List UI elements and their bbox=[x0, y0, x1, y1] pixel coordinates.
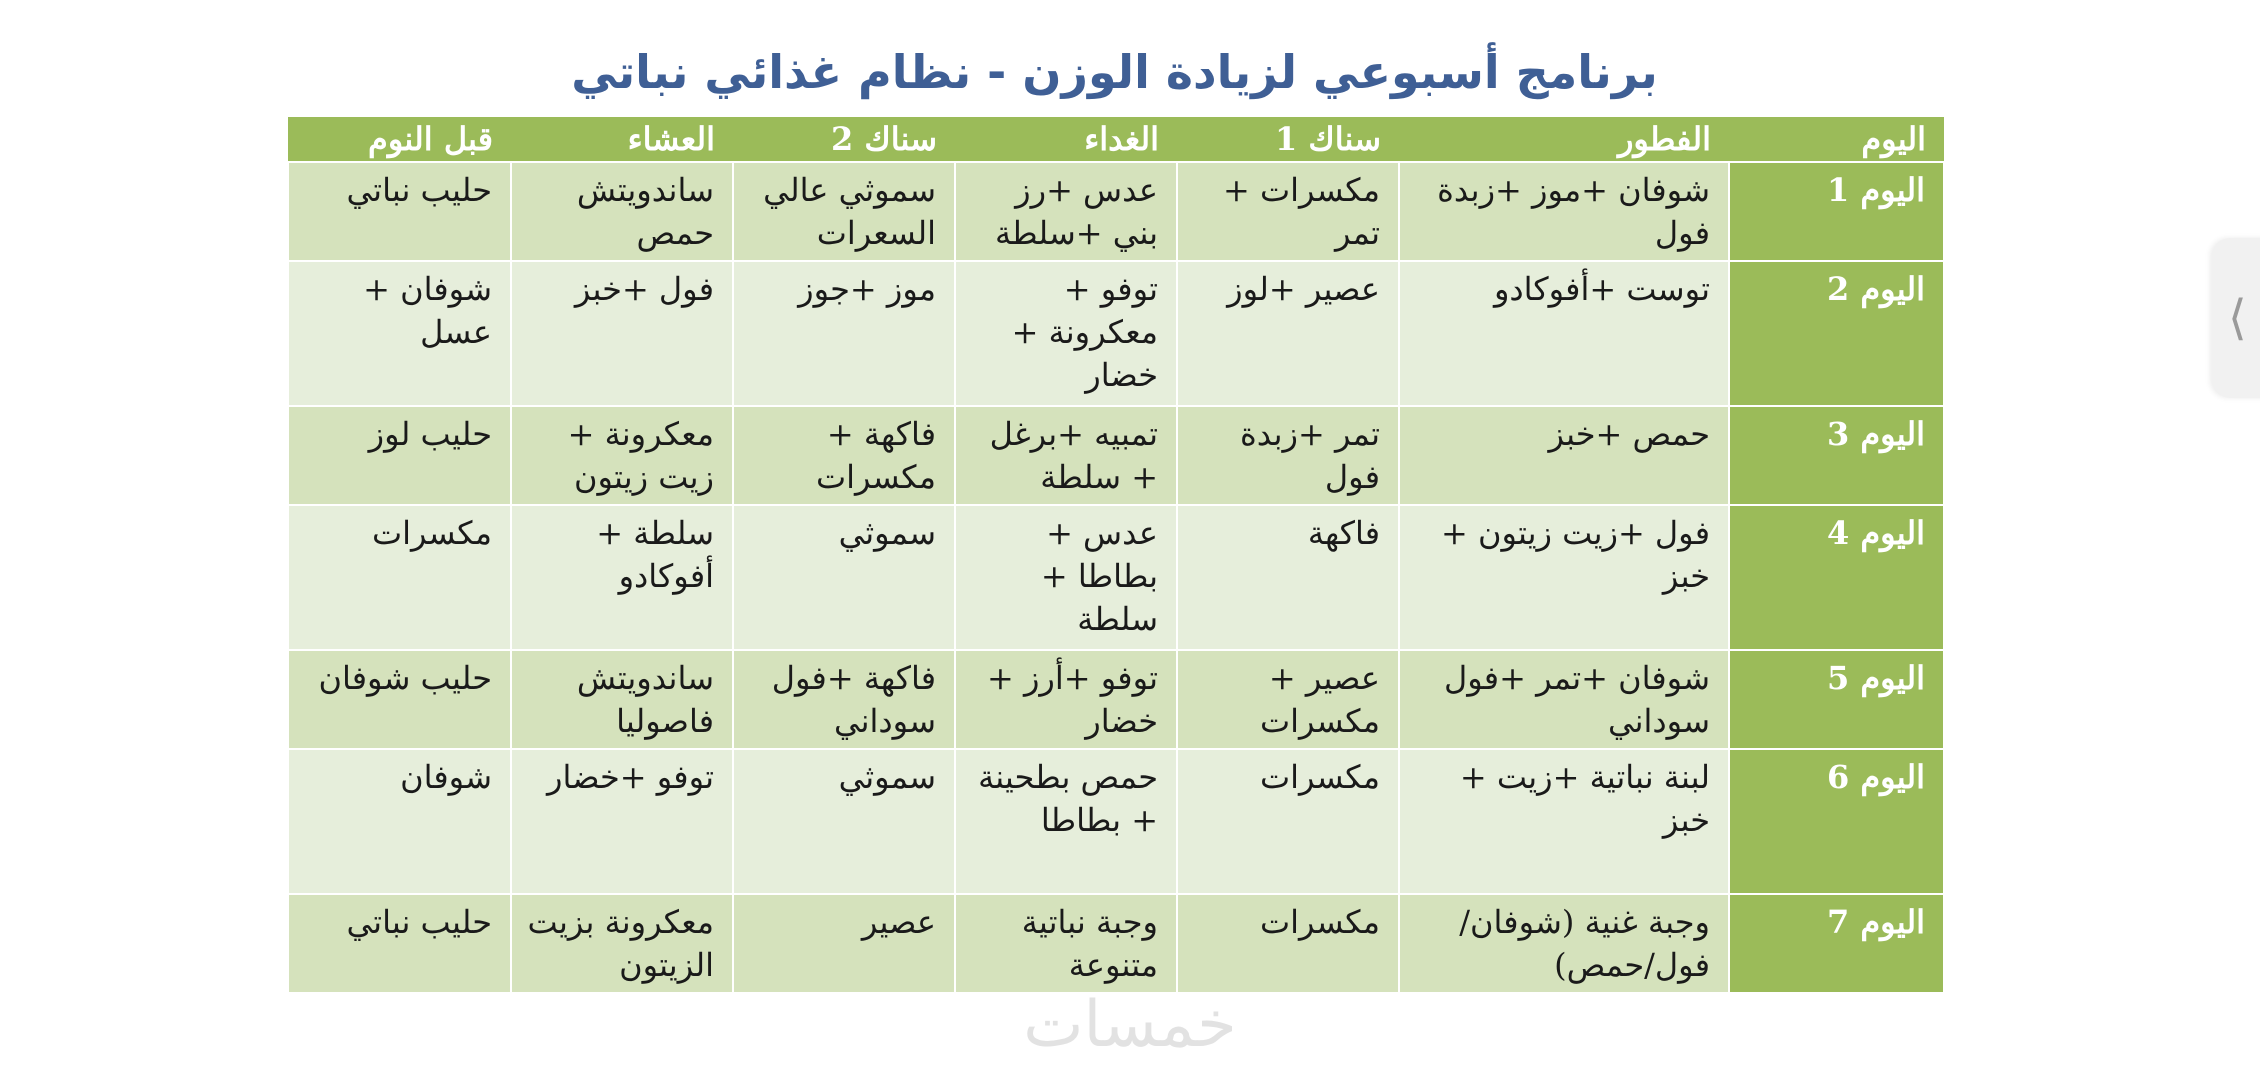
snack2-cell: سموثي bbox=[733, 505, 955, 650]
snack1-cell: مكسرات bbox=[1177, 749, 1399, 894]
breakfast-cell: وجبة غنية (شوفان/فول/حمص) bbox=[1399, 894, 1729, 993]
before-sleep-cell: حليب شوفان bbox=[288, 650, 511, 749]
before-sleep-cell: شوفان + عسل bbox=[288, 261, 511, 406]
day-cell: اليوم 7 bbox=[1729, 894, 1944, 993]
snack2-cell: سموثي عالي السعرات bbox=[733, 162, 955, 261]
before-sleep-cell: حليب نباتي bbox=[288, 162, 511, 261]
day-cell: اليوم 1 bbox=[1729, 162, 1944, 261]
lunch-cell: عدس + بطاطا + سلطة bbox=[955, 505, 1177, 650]
dinner-cell: سلطة + أفوكادو bbox=[511, 505, 733, 650]
snack2-cell: سموثي bbox=[733, 749, 955, 894]
snack2-cell: فاكهة +فول سوداني bbox=[733, 650, 955, 749]
before-sleep-cell: مكسرات bbox=[288, 505, 511, 650]
snack1-cell: عصير +لوز bbox=[1177, 261, 1399, 406]
meal-plan-table bbox=[287, 117, 1945, 994]
snack1-cell: عصير + مكسرات bbox=[1177, 650, 1399, 749]
breakfast-cell: فول +زيت زيتون + خبز bbox=[1399, 505, 1729, 650]
header-dinner: العشاء bbox=[511, 117, 733, 162]
before-sleep-cell: حليب لوز bbox=[288, 406, 511, 505]
before-sleep-cell: حليب نباتي bbox=[288, 894, 511, 993]
table-row bbox=[288, 505, 1944, 650]
dinner-cell: معكرونة + زيت زيتون bbox=[511, 406, 733, 505]
page-title: برنامج أسبوعي لزيادة الوزن - نظام غذائي نباتي bbox=[571, 45, 1658, 99]
lunch-cell: حمص بطحينة + بطاطا bbox=[955, 749, 1177, 894]
header-breakfast: الفطور bbox=[1399, 117, 1729, 162]
day-cell: اليوم 6 bbox=[1729, 749, 1944, 894]
table-row bbox=[288, 406, 1944, 505]
header-before-sleep: قبل النوم bbox=[288, 117, 511, 162]
breakfast-cell: توست +أفوكادو bbox=[1399, 261, 1729, 406]
snack2-cell: عصير bbox=[733, 894, 955, 993]
breakfast-cell: شوفان +تمر +فول سوداني bbox=[1399, 650, 1729, 749]
header-row bbox=[288, 117, 1944, 162]
day-cell: اليوم 5 bbox=[1729, 650, 1944, 749]
snack1-cell: تمر +زبدة فول bbox=[1177, 406, 1399, 505]
dinner-cell: توفو +خضار bbox=[511, 749, 733, 894]
table-row bbox=[288, 749, 1944, 894]
snack1-cell: مكسرات bbox=[1177, 894, 1399, 993]
lunch-cell: عدس +رز بني +سلطة bbox=[955, 162, 1177, 261]
dinner-cell: معكرونة بزيت الزيتون bbox=[511, 894, 733, 993]
table-row bbox=[288, 162, 1944, 261]
table-row bbox=[288, 261, 1944, 406]
snack1-cell: فاكهة bbox=[1177, 505, 1399, 650]
header-lunch: الغداء bbox=[955, 117, 1177, 162]
breakfast-cell: شوفان +موز +زبدة فول bbox=[1399, 162, 1729, 261]
table-row bbox=[288, 650, 1944, 749]
dinner-cell: ساندويتش حمص bbox=[511, 162, 733, 261]
day-cell: اليوم 3 bbox=[1729, 406, 1944, 505]
dinner-cell: ساندويتش فاصوليا bbox=[511, 650, 733, 749]
chevron-left-icon: ⟨ bbox=[2228, 290, 2247, 346]
lunch-cell: توفو + معكرونة + خضار bbox=[955, 261, 1177, 406]
snack2-cell: فاكهة + مكسرات bbox=[733, 406, 955, 505]
lunch-cell: توفو +أرز + خضار bbox=[955, 650, 1177, 749]
lunch-cell: وجبة نباتية متنوعة bbox=[955, 894, 1177, 993]
snack2-cell: موز +جوز bbox=[733, 261, 955, 406]
header-snack-1: سناك 1 bbox=[1177, 117, 1399, 162]
table-row bbox=[288, 894, 1944, 993]
lunch-cell: تمبيه +برغل + سلطة bbox=[955, 406, 1177, 505]
breakfast-cell: لبنة نباتية +زيت + خبز bbox=[1399, 749, 1729, 894]
day-cell: اليوم 2 bbox=[1729, 261, 1944, 406]
before-sleep-cell: شوفان bbox=[288, 749, 511, 894]
watermark-logo: خمسات bbox=[1023, 988, 1237, 1062]
breakfast-cell: حمص +خبز bbox=[1399, 406, 1729, 505]
header-snack-2: سناك 2 bbox=[733, 117, 955, 162]
dinner-cell: فول +خبز bbox=[511, 261, 733, 406]
day-cell: اليوم 4 bbox=[1729, 505, 1944, 650]
snack1-cell: مكسرات + تمر bbox=[1177, 162, 1399, 261]
header-day: اليوم bbox=[1729, 117, 1944, 162]
side-panel-toggle[interactable] bbox=[2212, 238, 2260, 398]
